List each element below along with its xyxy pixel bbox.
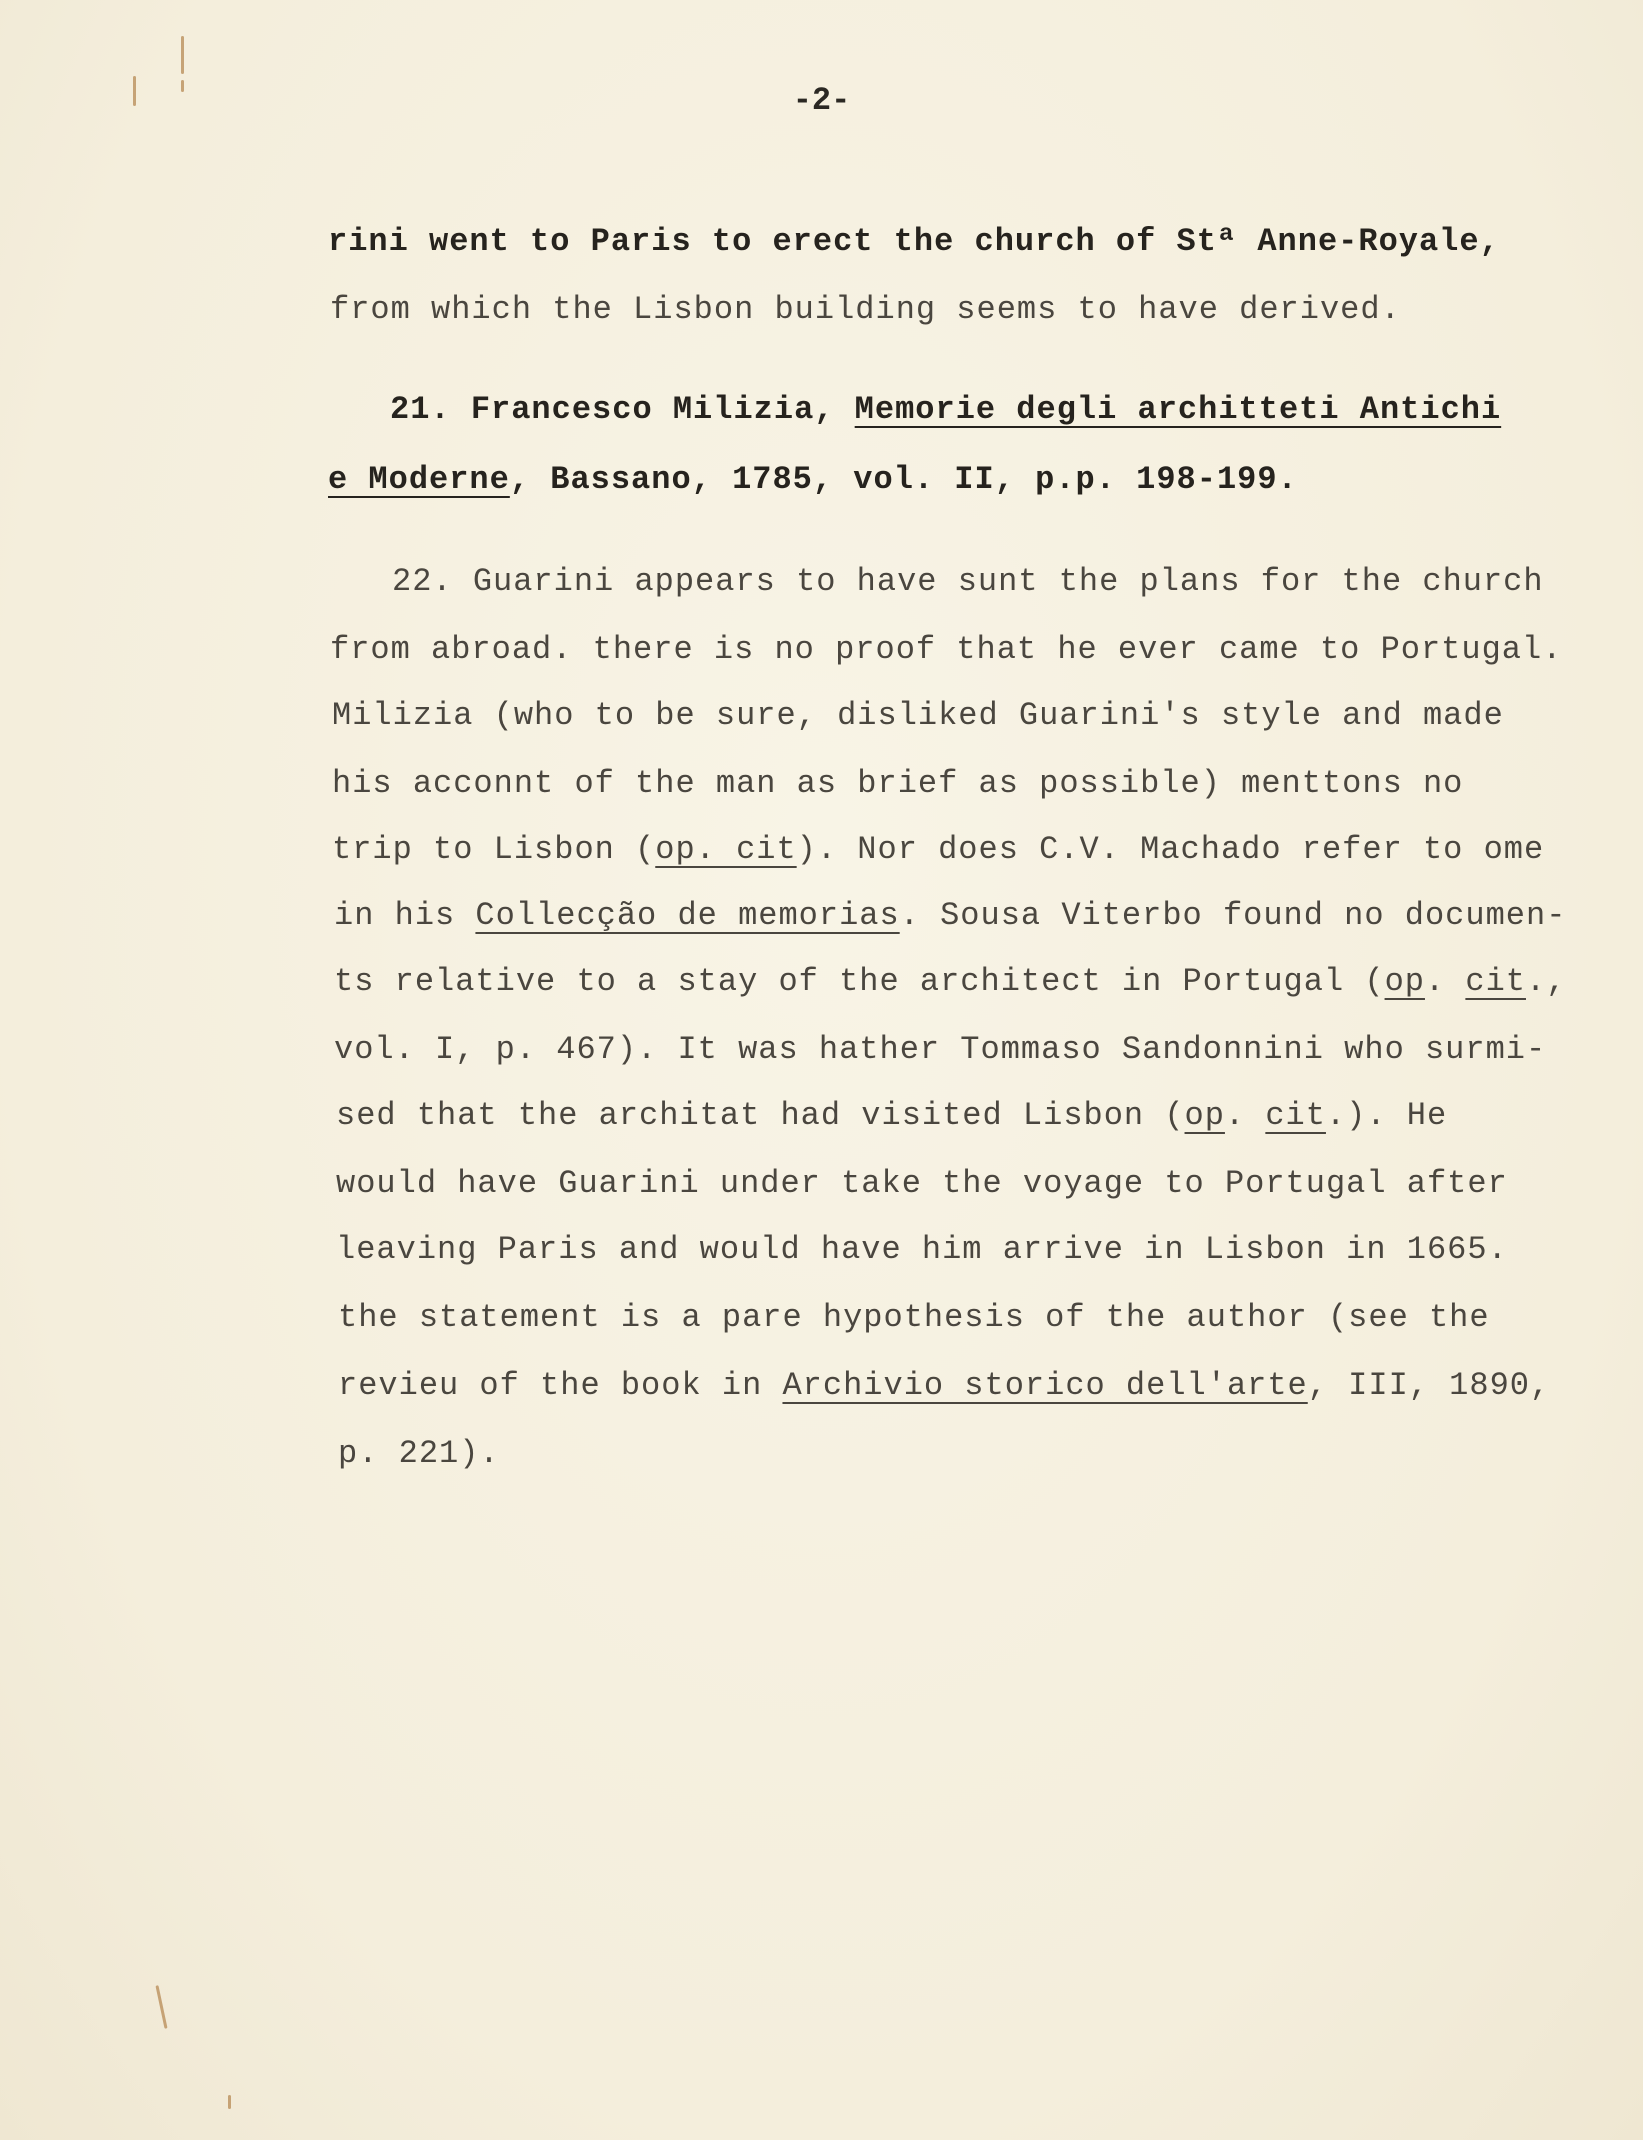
note-22-line-2: from abroad. there is no proof that he ever came to Portugal. (330, 631, 1563, 668)
note-22-text: ., (1525, 963, 1567, 1000)
note-21-book-title: Memorie degli architteti Antichi (854, 391, 1502, 428)
note-22-line-5 (332, 830, 1544, 870)
margin-mark (181, 36, 184, 74)
note-22-line-1: 22. Guarini appears to have sunt the plans for the church (392, 563, 1544, 600)
note-22-line-9 (336, 1096, 1447, 1136)
note-22-text: .). He (1325, 1097, 1448, 1134)
margin-mark (155, 1985, 167, 2029)
margin-mark (228, 2095, 231, 2109)
note-21-line-1 (390, 390, 1501, 430)
note-22-text: ). Nor does C.V. Machado refer to ome (796, 831, 1545, 868)
note-21-text: , Bassano, 1785, vol. II, p.p. 198-199. (509, 461, 1298, 498)
note-21-book-title: e Moderne (328, 461, 510, 498)
note-22-line-6 (334, 896, 1566, 936)
note-22-line-8: vol. I, p. 467). It was hather Tommaso Sandonnini who surmi- (334, 1031, 1547, 1068)
note-21-line-2 (328, 460, 1298, 500)
note-22-text: . Sousa Viterbo found no documen- (899, 897, 1567, 934)
cit-citation: cit (1265, 1097, 1326, 1134)
note-22-text: trip to Lisbon ( (332, 831, 656, 868)
note-22-line-11: leaving Paris and would have him arrive in Lisbon in 1665. (336, 1231, 1508, 1268)
note-22-line-10: would have Guarini under take the voyage to Portugal after (336, 1165, 1508, 1202)
op-cit-citation: op. cit (655, 831, 797, 868)
cit-citation: cit (1465, 963, 1526, 1000)
note-22-line-13 (338, 1366, 1550, 1406)
note-22-line-4: his acconnt of the man as brief as possible) menttons no (332, 765, 1464, 802)
note-22-text: revieu of the book in (338, 1367, 783, 1404)
op-citation: op (1384, 963, 1425, 1000)
note-22-text: . (1424, 963, 1466, 1000)
note-22-text: . (1224, 1097, 1266, 1134)
note-22-line-7 (334, 962, 1566, 1002)
op-citation: op (1184, 1097, 1225, 1134)
book-title: Collecção de memorias (475, 897, 900, 934)
page-number: -2- (792, 82, 851, 119)
note-22-line-14: p. 221). (338, 1435, 500, 1472)
carryover-line-2: from which the Lisbon building seems to have derived. (330, 291, 1401, 328)
journal-title: Archivio storico dell'arte (782, 1367, 1308, 1404)
carryover-line-1: rini went to Paris to erect the church of Stª Anne-Royale, (328, 223, 1500, 260)
note-22-text: sed that the architat had visited Lisbon ( (336, 1097, 1185, 1134)
note-22-text: ts relative to a stay of the architect in Portugal ( (334, 963, 1385, 1000)
note-22-line-3: Milizia (who to be sure, disliked Guarini's style and made (332, 697, 1504, 734)
note-22-text: in his (334, 897, 476, 934)
note-21-text: 21. Francesco Milizia, (390, 391, 855, 428)
note-22-line-12: the statement is a pare hypothesis of the author (see the (338, 1299, 1490, 1336)
note-22-text: , III, 1890, (1307, 1367, 1551, 1404)
